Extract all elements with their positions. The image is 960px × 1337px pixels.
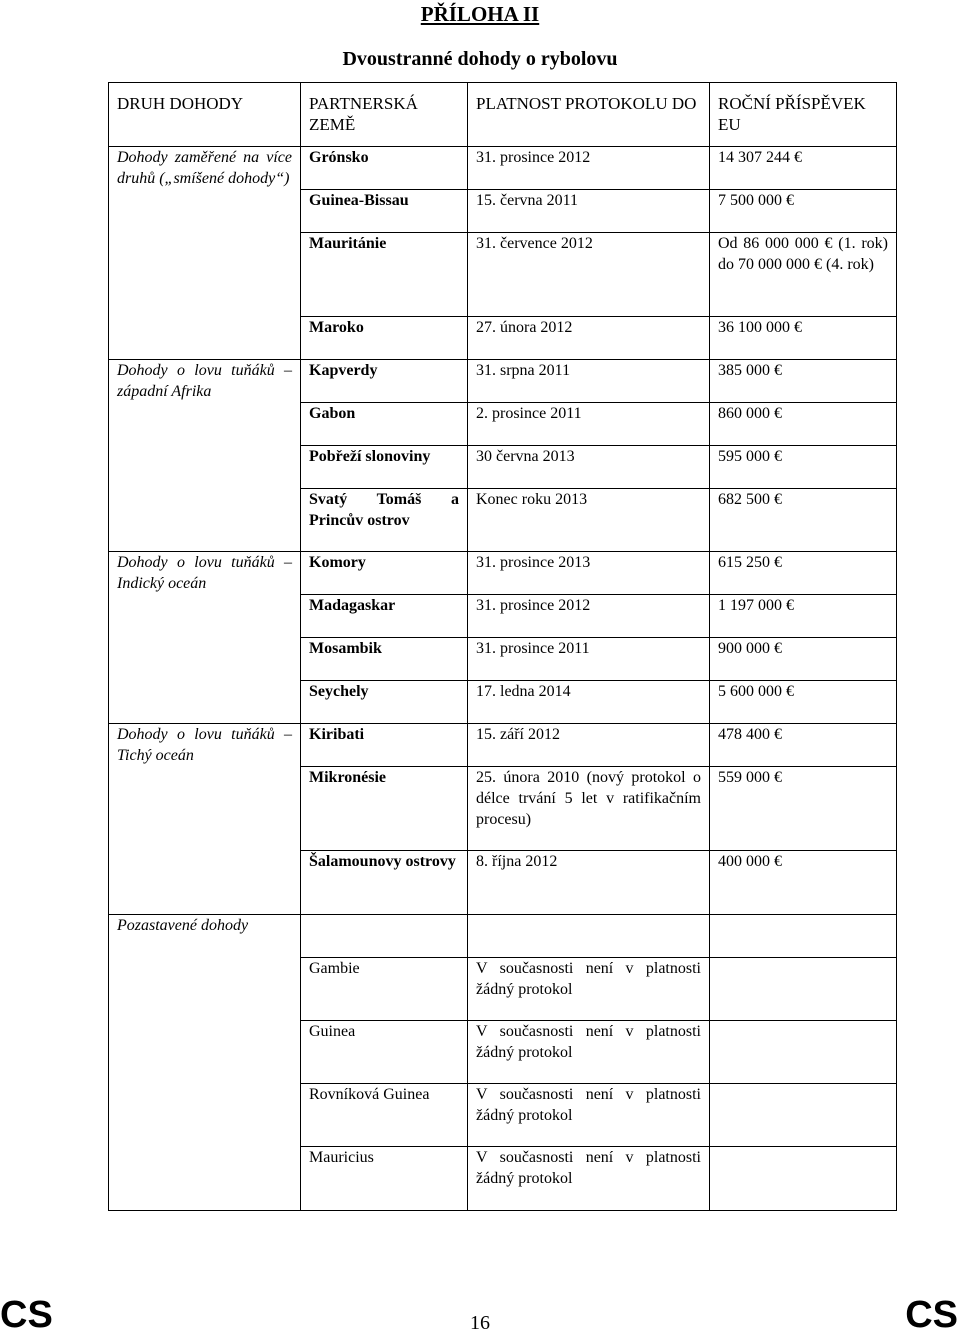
validity-cell: 31. prosince 2011 (468, 638, 710, 681)
header-partner-country: PARTNERSKÁ ZEMĚ (301, 83, 468, 147)
table-row (109, 915, 897, 958)
category-west-africa: Dohody o lovu tuňáků – západní Afrika (109, 360, 301, 403)
footer-language-code-right: CS (905, 1294, 958, 1336)
category-cell-empty (109, 446, 301, 489)
contribution-cell: 5 600 000 € (710, 681, 897, 724)
validity-cell-empty (468, 915, 710, 958)
footer-language-code-left: CS (0, 1294, 53, 1336)
table-row (109, 767, 897, 851)
document-title: Dvoustranné dohody o rybolovu (342, 48, 618, 70)
contribution-cell: 400 000 € (710, 851, 897, 915)
table-row (109, 681, 897, 724)
category-mixed-agreements: Dohody zaměřené na více druhů („smíšené dohody“) (109, 147, 301, 190)
country-cell: Kiribati (301, 724, 468, 767)
category-cell-empty (109, 851, 301, 915)
validity-cell: 31. prosince 2012 (468, 595, 710, 638)
contribution-cell: 7 500 000 € (710, 190, 897, 233)
header-annual-contribution: ROČNÍ PŘÍSPĚVEK EU (710, 83, 897, 147)
category-cell-empty (109, 595, 301, 638)
table-row (109, 1084, 897, 1147)
contribution-cell: 478 400 € (710, 724, 897, 767)
category-cell-empty (109, 1147, 301, 1211)
country-cell-empty (301, 915, 468, 958)
validity-cell: 15. června 2011 (468, 190, 710, 233)
contribution-cell: 900 000 € (710, 638, 897, 681)
category-cell-empty (109, 638, 301, 681)
category-cell-empty (109, 958, 301, 1021)
validity-cell: 31. srpna 2011 (468, 360, 710, 403)
annex-title: PŘÍLOHA II (420, 2, 540, 26)
contribution-cell: 385 000 € (710, 360, 897, 403)
validity-cell: 25. února 2010 (nový protokol o délce trvání 5 let v ratifikačním procesu) (468, 767, 710, 851)
country-cell: Gabon (301, 403, 468, 446)
validity-cell: 31. prosince 2012 (468, 147, 710, 190)
validity-cell: 8. října 2012 (468, 851, 710, 915)
country-cell: Seychely (301, 681, 468, 724)
category-cell-empty (109, 489, 301, 552)
validity-cell: V současnosti není v platnosti žádný protokol (468, 1021, 710, 1084)
table-row (109, 958, 897, 1021)
fisheries-agreements-table (108, 82, 897, 1211)
contribution-cell (710, 1084, 897, 1147)
validity-cell: 27. února 2012 (468, 317, 710, 360)
table-row (109, 595, 897, 638)
category-cell-empty (109, 233, 301, 317)
category-cell-empty (109, 767, 301, 851)
country-cell: Mikronésie (301, 767, 468, 851)
country-cell: Kapverdy (301, 360, 468, 403)
page-number: 16 (470, 1312, 490, 1334)
table-row (109, 1147, 897, 1211)
contribution-cell: 682 500 € (710, 489, 897, 552)
category-cell-empty (109, 317, 301, 360)
contribution-cell (710, 1147, 897, 1211)
table-row (109, 317, 897, 360)
table-row (109, 724, 897, 767)
country-cell: Madagaskar (301, 595, 468, 638)
contribution-cell: 595 000 € (710, 446, 897, 489)
country-cell: Komory (301, 552, 468, 595)
country-cell: Maroko (301, 317, 468, 360)
validity-cell: 31. prosince 2013 (468, 552, 710, 595)
validity-cell: 17. ledna 2014 (468, 681, 710, 724)
validity-cell: V současnosti není v platnosti žádný protokol (468, 958, 710, 1021)
contribution-cell: 14 307 244 € (710, 147, 897, 190)
table-row (109, 446, 897, 489)
country-cell: Guinea-Bissau (301, 190, 468, 233)
validity-cell: 15. září 2012 (468, 724, 710, 767)
category-cell-empty (109, 190, 301, 233)
validity-cell: V současnosti není v platnosti žádný protokol (468, 1147, 710, 1211)
table-row (109, 147, 897, 190)
contribution-cell: Od 86 000 000 € (1. rok) do 70 000 000 € (4. rok) (710, 233, 897, 317)
table-row (109, 360, 897, 403)
contribution-cell: 860 000 € (710, 403, 897, 446)
country-cell: Gambie (301, 958, 468, 1021)
country-cell: Mauritánie (301, 233, 468, 317)
country-cell: Pobřeží slonoviny (301, 446, 468, 489)
table-row (109, 489, 897, 552)
contribution-cell-empty (710, 915, 897, 958)
country-cell: Mosambik (301, 638, 468, 681)
validity-cell: 2. prosince 2011 (468, 403, 710, 446)
category-cell-empty (109, 403, 301, 446)
header-protocol-validity: PLATNOST PROTOKOLU DO (468, 83, 710, 147)
validity-cell: Konec roku 2013 (468, 489, 710, 552)
category-pacific: Dohody o lovu tuňáků – Tichý oceán (109, 724, 301, 767)
contribution-cell (710, 1021, 897, 1084)
country-cell: Šalamounovy ostrovy (301, 851, 468, 915)
contribution-cell: 615 250 € (710, 552, 897, 595)
table-header-row (109, 83, 897, 147)
category-indian-ocean: Dohody o lovu tuňáků – Indický oceán (109, 552, 301, 595)
table-row (109, 552, 897, 595)
validity-cell: 31. července 2012 (468, 233, 710, 317)
contribution-cell: 1 197 000 € (710, 595, 897, 638)
table-row (109, 1021, 897, 1084)
table-row (109, 403, 897, 446)
country-cell: Grónsko (301, 147, 468, 190)
category-suspended: Pozastavené dohody (109, 915, 301, 958)
category-cell-empty (109, 1084, 301, 1147)
table-row (109, 851, 897, 915)
contribution-cell (710, 958, 897, 1021)
country-cell: Rovníková Guinea (301, 1084, 468, 1147)
table-row (109, 233, 897, 317)
table-row (109, 190, 897, 233)
category-cell-empty (109, 1021, 301, 1084)
validity-cell: 30 června 2013 (468, 446, 710, 489)
validity-cell: V současnosti není v platnosti žádný protokol (468, 1084, 710, 1147)
country-cell: Mauricius (301, 1147, 468, 1211)
header-agreement-type: DRUH DOHODY (109, 83, 301, 147)
contribution-cell: 559 000 € (710, 767, 897, 851)
table-row (109, 638, 897, 681)
country-cell: Guinea (301, 1021, 468, 1084)
category-cell-empty (109, 681, 301, 724)
contribution-cell: 36 100 000 € (710, 317, 897, 360)
country-cell: Svatý Tomáš a Princův ostrov (301, 489, 468, 552)
